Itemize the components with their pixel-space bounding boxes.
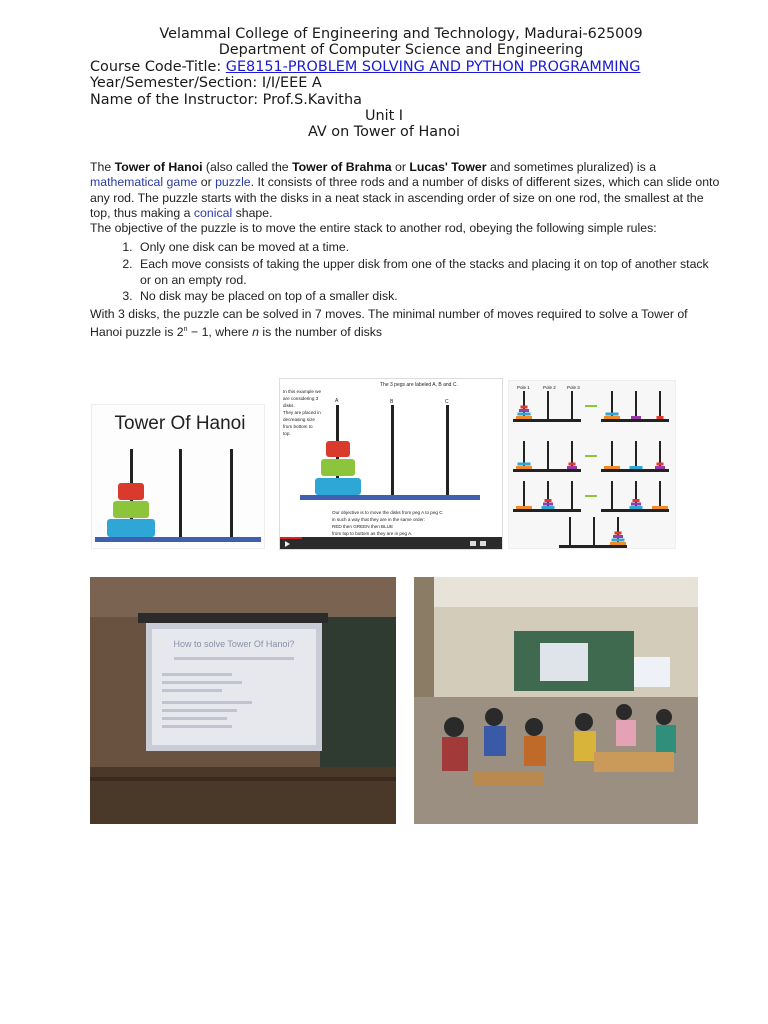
step-disk <box>516 416 532 419</box>
svg-text:They are placed in: They are placed in <box>283 410 321 415</box>
step-rod <box>547 441 549 469</box>
step-disk <box>613 535 623 538</box>
step-disk <box>630 506 643 509</box>
step-disk <box>521 406 528 409</box>
svg-text:The 3 pegs are labeled A, B an: The 3 pegs are labeled A, B and C. <box>380 382 458 388</box>
svg-text:from top to bottom as they are: from top to bottom as they are in peg A. <box>332 531 413 536</box>
svg-text:In this example we: In this example we <box>283 389 322 394</box>
video-progress <box>280 537 302 539</box>
instructor-line: Name of the Instructor: Prof.S.Kavitha <box>90 91 362 108</box>
base <box>95 537 261 542</box>
department-name: Department of Computer Science and Engineering <box>218 42 584 59</box>
step-disk <box>657 463 664 466</box>
arrow-icon <box>585 495 597 497</box>
svg-text:from bottom to: from bottom to <box>283 424 313 429</box>
rules-list <box>90 240 720 304</box>
step-base <box>559 545 627 548</box>
svg-text:Pole 3: Pole 3 <box>567 385 580 390</box>
step-disk <box>567 466 577 469</box>
svg-text:C: C <box>445 399 449 405</box>
step-disk <box>545 499 552 502</box>
svg-text:A: A <box>335 398 339 404</box>
arrow-icon <box>585 405 597 407</box>
objective-paragraph: The objective of the puzzle is to move the entire stack to another rod, obeying the following simple rules: <box>90 221 657 236</box>
step-disk <box>655 466 665 469</box>
link-puzzle[interactable]: puzzle <box>215 175 251 190</box>
step-rod <box>571 391 573 419</box>
year-line: Year/Semester/Section: I/I/EEE A <box>90 75 322 92</box>
svg-text:Our objective is to move the d: Our objective is to move the disks from peg A to peg C <box>332 510 443 515</box>
step-disk <box>630 466 643 469</box>
video-controls-bar[interactable] <box>280 537 502 549</box>
step-disk <box>543 503 553 506</box>
step-disk <box>542 506 555 509</box>
article-body <box>90 160 720 340</box>
red-disk <box>118 483 144 500</box>
settings-icon[interactable] <box>470 541 476 546</box>
step-rod <box>611 441 613 469</box>
step-rod <box>611 481 613 509</box>
step-disk <box>657 416 664 419</box>
step-rod <box>547 391 549 419</box>
tower-of-hanoi-illustration <box>91 404 265 549</box>
step-disk <box>516 466 532 469</box>
step-disk <box>518 413 531 416</box>
svg-text:are considering 3: are considering 3 <box>283 396 319 401</box>
svg-text:B: B <box>390 399 394 405</box>
step-rod <box>659 391 661 419</box>
svg-text:decreasing size: decreasing size <box>283 417 315 422</box>
screen-title: How to solve Tower Of Hanoi? <box>173 639 295 649</box>
intro-paragraph: The Tower of Hanoi (also called the Tower of Brahma or Lucas' Tower and sometimes pluralized) is a mathematical game or puzzle. It consists of three rods and a number of disks of different sizes, which can slide onto any rod. The puzzle starts with the disks in a neat stack in ascending order of size on one rod, the smallest at the top, thus making a conical shape. <box>90 160 720 220</box>
step-disk <box>518 463 531 466</box>
step-disk <box>604 466 620 469</box>
svg-text:top.: top. <box>283 431 291 436</box>
step-disk <box>519 409 529 412</box>
arrow-icon <box>585 455 597 457</box>
step-disk <box>569 463 576 466</box>
course-label: Course Code-Title: <box>90 58 222 75</box>
green-disk <box>113 501 149 518</box>
list-item: 1. Only one disk can be moved at a time. <box>136 240 720 255</box>
blue-disk <box>107 519 155 537</box>
step-rod <box>635 441 637 469</box>
step-disk <box>633 499 640 502</box>
step-base <box>513 419 581 422</box>
step-disk <box>615 532 622 535</box>
topic-title: AV on Tower of Hanoi <box>307 124 461 141</box>
step-disk <box>604 416 620 419</box>
step-disk <box>610 542 626 545</box>
college-name: Velammal College of Engineering and Technology, Madurai-625009 <box>159 26 643 42</box>
svg-text:Pole 2: Pole 2 <box>543 385 556 390</box>
step-base <box>513 509 581 512</box>
solution-steps-diagram <box>508 380 676 549</box>
video-frame <box>279 378 503 550</box>
list-item: 2. Each move consists of taking the upper disk from one of the stacks and placing it on top of another stack or on an empty rod. <box>136 257 720 288</box>
step-rod <box>659 481 661 509</box>
step-disk <box>631 503 641 506</box>
classroom-students-photo <box>414 577 698 824</box>
step-disk <box>612 539 625 542</box>
course-line <box>0 59 768 75</box>
classroom-projector-photo <box>90 577 396 824</box>
document-header <box>0 26 768 141</box>
step-base <box>601 419 669 422</box>
svg-text:RED then GREEN then BLUE: RED then GREEN then BLUE <box>332 524 394 529</box>
step-rod <box>593 517 595 545</box>
svg-text:Pole 1: Pole 1 <box>517 385 530 390</box>
step-base <box>601 469 669 472</box>
svg-text:in such a way that they are in: in such a way that they are in the same order: <box>332 517 425 522</box>
list-item: 3. No disk may be placed on top of a smaller disk. <box>136 289 720 304</box>
step-disk <box>516 506 532 509</box>
figure-title: Tower Of Hanoi <box>114 413 246 434</box>
fullscreen-icon[interactable] <box>480 541 486 546</box>
step-base <box>601 509 669 512</box>
step-disk <box>652 506 668 509</box>
step-base <box>513 469 581 472</box>
unit-label: Unit I <box>364 108 404 125</box>
link-conical[interactable]: conical <box>193 205 233 220</box>
closing-paragraph: With 3 disks, the puzzle can be solved in 7 moves. The minimal number of moves required to solve a Tower of Hanoi puzzle is $2^n - 1$, where n is the number of disks <box>90 306 688 340</box>
step-rod <box>635 391 637 419</box>
svg-text:disks.: disks. <box>283 403 295 408</box>
step-rod <box>523 481 525 509</box>
step-rod <box>569 517 571 545</box>
step-disk <box>606 413 619 416</box>
course-link[interactable]: GE8151-PROBLEM SOLVING AND PYTHON PROGRAMMING <box>225 58 641 75</box>
link-mathematical-game[interactable]: mathematical game <box>90 175 198 190</box>
step-disk <box>631 416 641 419</box>
step-rod <box>571 481 573 509</box>
